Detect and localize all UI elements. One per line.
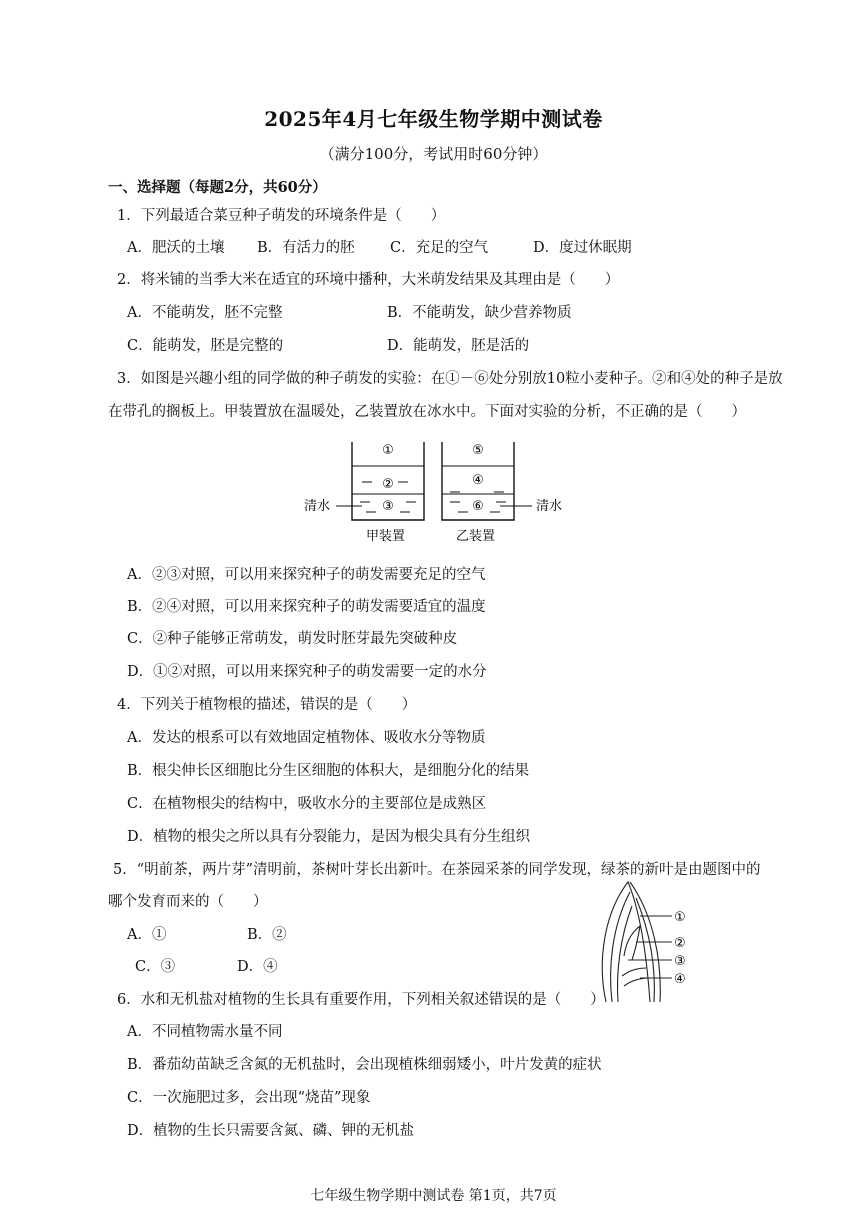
- water-label-left: 清水: [304, 499, 331, 514]
- label-jia: 甲装置: [366, 529, 406, 544]
- q6-option-d: D．植物的生长只需要含氮、磷、钾的无机盐: [127, 1123, 415, 1139]
- q3-option-a: A．②③对照，可以用来探究种子的萌发需要充足的空气: [127, 567, 486, 583]
- q5-stem-line2: 哪个发育而来的（ ）: [108, 894, 268, 910]
- bud-marker-3: ③: [674, 954, 686, 969]
- container-yi: [442, 442, 562, 544]
- q2-option-b: B．不能萌发，缺少营养物质: [387, 305, 572, 321]
- q2-option-a: A．不能萌发，胚不完整: [127, 305, 283, 321]
- leader-lines: [628, 916, 672, 978]
- q1-option-a: A．肥沃的土壤: [127, 240, 225, 256]
- q2-option-d: D．能萌发，胚是活的: [387, 338, 530, 354]
- q4-stem: 4．下列关于植物根的描述，错误的是（ ）: [117, 697, 417, 713]
- marker-5: ⑤: [472, 443, 484, 458]
- q5-stem-line1: 5．“明前茶，两片芽”清明前，茶树叶芽长出新叶。在茶园采茶的同学发现，绿茶的新叶是由题图中的: [113, 862, 761, 878]
- q2-option-c: C．能萌发，胚是完整的: [127, 338, 284, 354]
- q4-option-c: C．在植物根尖的结构中，吸收水分的主要部位是成熟区: [127, 796, 487, 812]
- exam-subtitle: （满分100分，考试用时60分钟）: [319, 145, 548, 163]
- water-label-right: 清水: [536, 499, 563, 514]
- q1-stem: 1．下列最适合菜豆种子萌发的环境条件是（ ）: [117, 208, 446, 224]
- seed-germination-apparatus: [300, 436, 580, 552]
- exam-title: 2025年4月七年级生物学期中测试卷: [264, 107, 603, 131]
- q4-option-a: A．发达的根系可以有效地固定植物体、吸收水分等物质: [127, 730, 486, 746]
- container-jia: [304, 442, 424, 544]
- q5-option-d: D．④: [237, 959, 278, 975]
- bud-marker-4: ④: [674, 972, 686, 987]
- q3-option-b: B．②④对照，可以用来探究种子的萌发需要适宜的温度: [127, 599, 486, 615]
- q3-stem-line1: 3．如图是兴趣小组的同学做的种子萌发的实验：在①－⑥处分别放10粒小麦种子。②和④处的种子是放: [117, 371, 783, 387]
- bud-marker-1: ①: [674, 910, 686, 925]
- q3-stem-line2: 在带孔的搁板上。甲装置放在温暖处，乙装置放在冰水中。下面对实验的分析，不正确的是（ ）: [108, 404, 746, 420]
- marker-4: ④: [472, 473, 484, 488]
- q6-stem: 6．水和无机盐对植物的生长具有重要作用，下列相关叙述错误的是（ ）: [117, 992, 605, 1008]
- q5-option-a: A．①: [127, 927, 167, 943]
- q1-option-b: B．有活力的胚: [257, 240, 355, 256]
- q5-option-c: C．③: [135, 959, 176, 975]
- marker-3: ③: [382, 499, 394, 514]
- q1-option-d: D．度过休眠期: [533, 240, 632, 256]
- q6-option-a: A．不同植物需水量不同: [127, 1024, 283, 1040]
- bud-marker-2: ②: [674, 936, 686, 951]
- q2-stem: 2．将米铺的当季大米在适宜的环境中播种，大米萌发结果及其理由是（ ）: [117, 272, 620, 288]
- q3-option-d: D．①②对照，可以用来探究种子的萌发需要一定的水分: [127, 664, 487, 680]
- q4-option-d: D．植物的根尖之所以具有分裂能力，是因为根尖具有分生组织: [127, 829, 531, 845]
- leaf-bud-diagram: [580, 876, 710, 1004]
- q5-option-b: B．②: [247, 927, 287, 943]
- marker-6: ⑥: [472, 499, 484, 514]
- section-heading: 一、选择题（每题2分，共60分）: [108, 179, 327, 196]
- page-footer: 七年级生物学期中测试卷 第1页，共7页: [310, 1188, 557, 1204]
- q6-option-c: C．一次施肥过多，会出现“烧苗”现象: [127, 1090, 371, 1106]
- q4-option-b: B．根尖伸长区细胞比分生区细胞的体积大，是细胞分化的结果: [127, 763, 530, 779]
- q3-option-c: C．②种子能够正常萌发，萌发时胚芽最先突破种皮: [127, 631, 458, 647]
- q1-option-c: C．充足的空气: [390, 240, 489, 256]
- label-yi: 乙装置: [456, 529, 496, 544]
- marker-1: ①: [382, 443, 394, 458]
- marker-2: ②: [382, 477, 394, 492]
- q6-option-b: B．番茄幼苗缺乏含氮的无机盐时，会出现植株细弱矮小，叶片发黄的症状: [127, 1057, 602, 1073]
